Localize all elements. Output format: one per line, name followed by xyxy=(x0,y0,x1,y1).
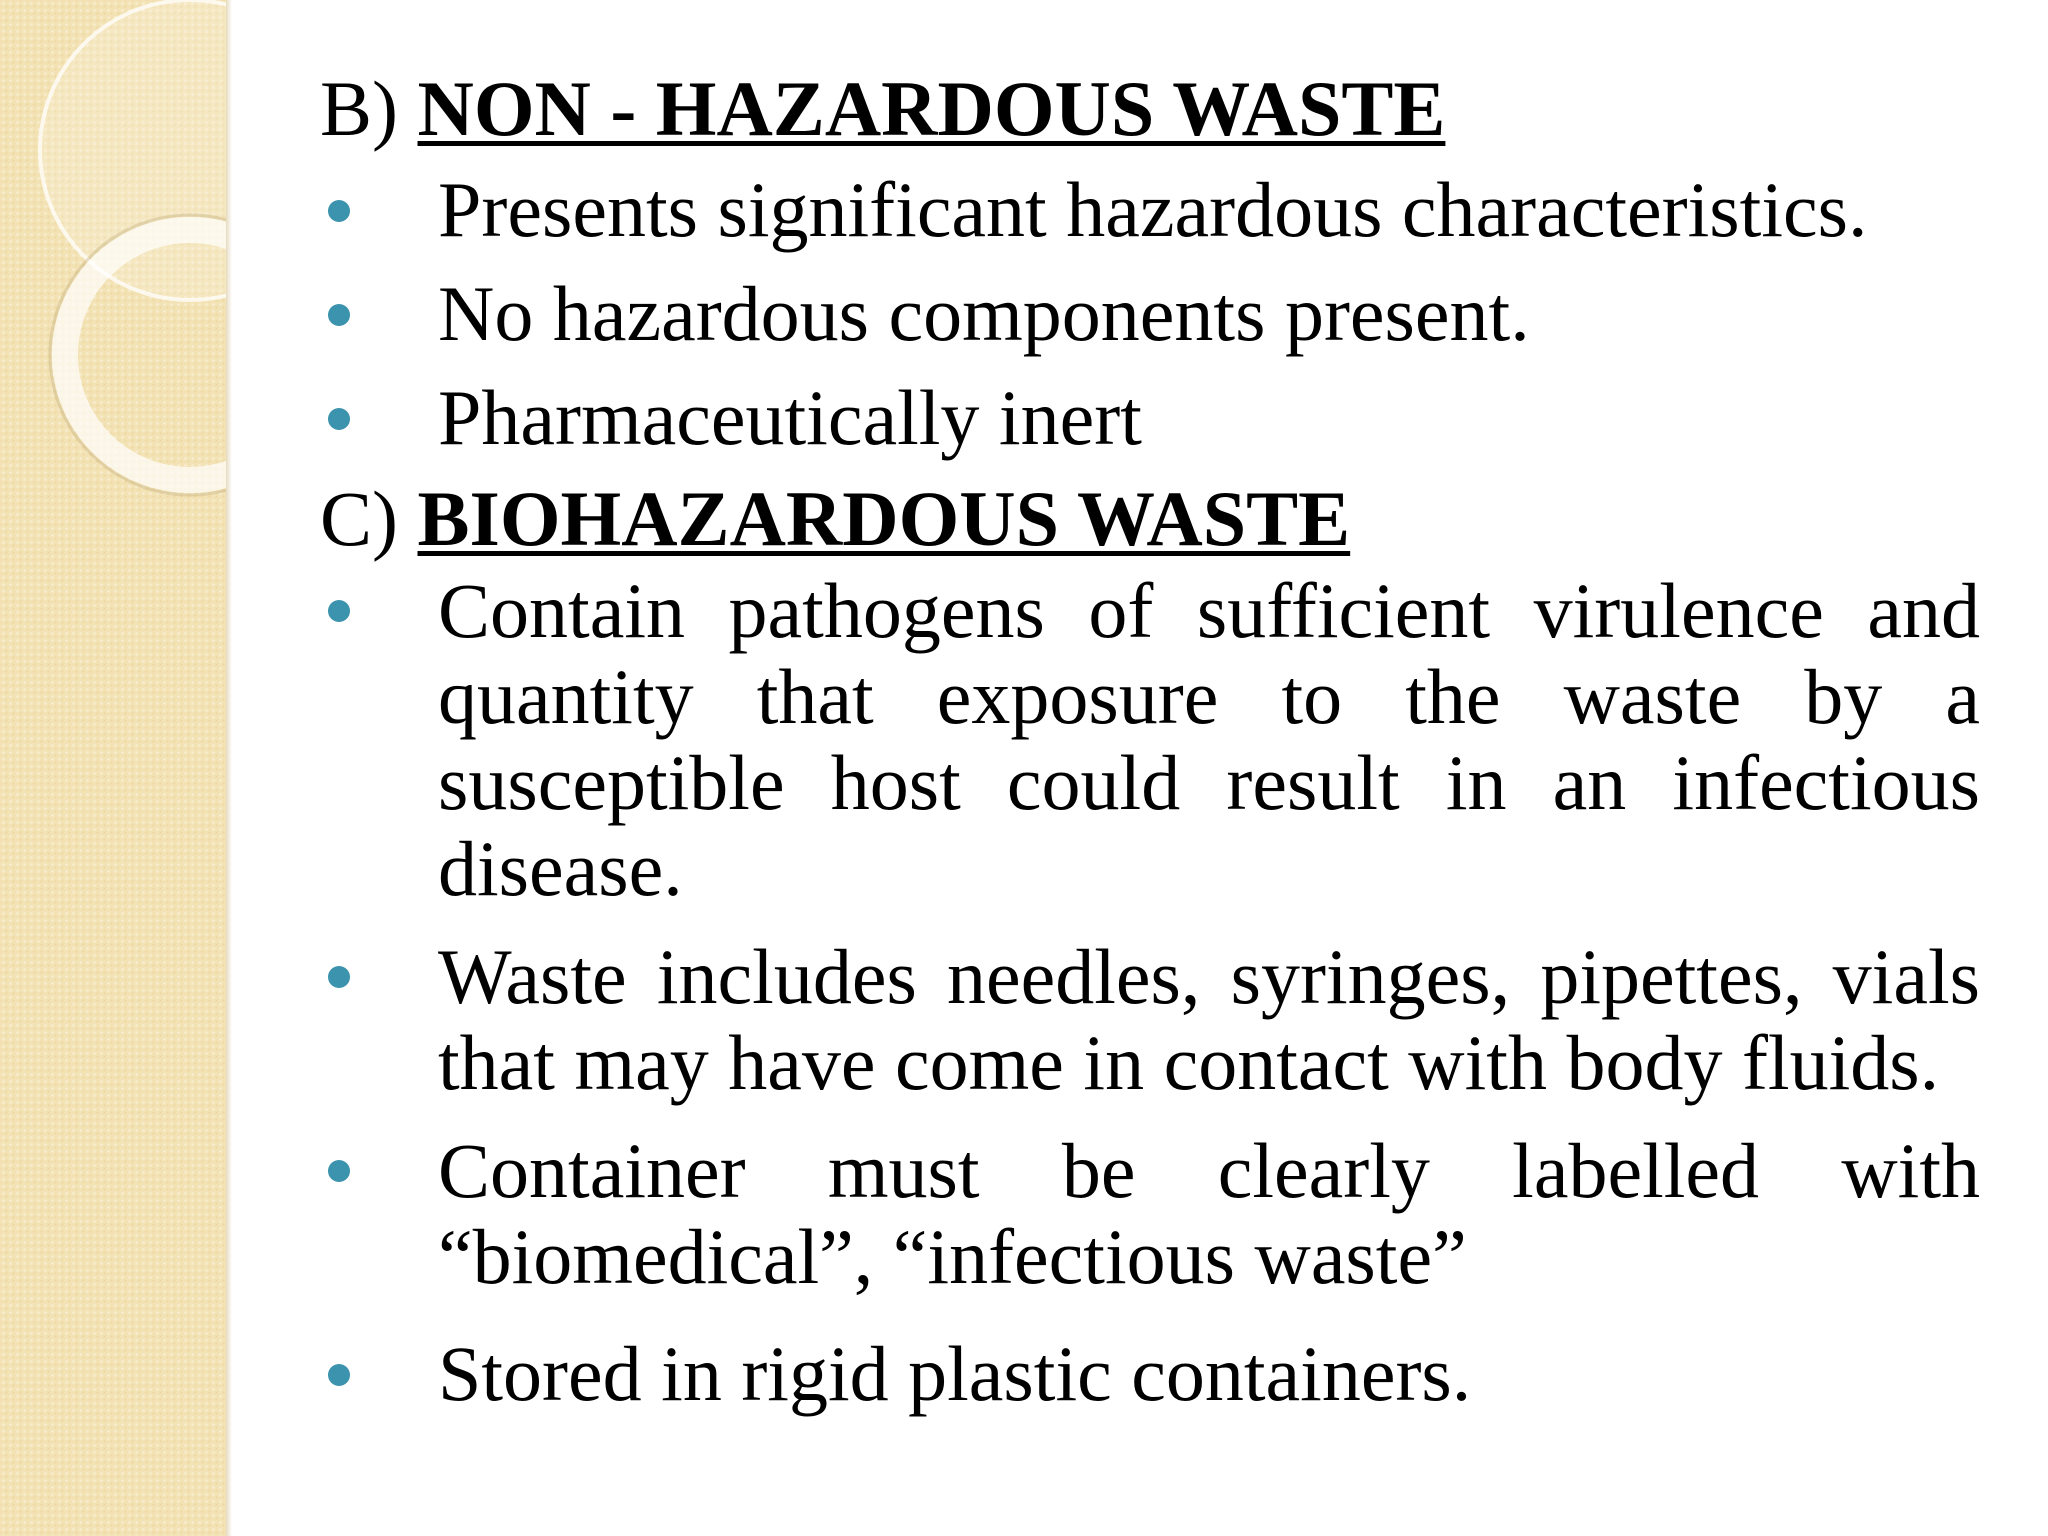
decorative-sidebar xyxy=(0,0,226,1536)
list-item xyxy=(320,366,1980,470)
section-c-prefix: C) xyxy=(320,475,398,562)
section-b-heading xyxy=(320,60,1980,158)
list-item xyxy=(320,1322,1980,1426)
list-item-text: Pharmaceutically inert xyxy=(438,374,1142,461)
list-item-text: No hazardous components present. xyxy=(438,270,1530,357)
list-item-text: Stored in rigid plastic containers. xyxy=(438,1330,1472,1417)
list-item xyxy=(320,1128,1980,1300)
bullet-icon xyxy=(328,304,350,326)
bullet-icon xyxy=(328,600,350,622)
bullet-icon xyxy=(328,966,350,988)
list-item xyxy=(320,158,1980,262)
sidebar-edge xyxy=(226,0,232,1536)
list-item-text: Presents significant hazardous characteristics. xyxy=(438,166,1868,253)
list-item-text: Waste includes needles, syringes, pipettes, vials that may have come in contact with body fluids. xyxy=(438,933,1980,1106)
slide-content xyxy=(320,60,1980,1426)
list-item xyxy=(320,568,1980,912)
decorative-rings-icon xyxy=(0,0,226,1536)
bullet-icon xyxy=(328,408,350,430)
list-item-text: Container must be clearly labelled with “biomedical”, “infectious waste” xyxy=(438,1127,1980,1300)
section-b-prefix: B) xyxy=(320,65,398,152)
list-item xyxy=(320,262,1980,366)
list-item-text: Contain pathogens of sufficient virulence and quantity that exposure to the waste by a susceptible host could result in an infectious disease. xyxy=(438,567,1980,912)
section-c-heading xyxy=(320,470,1980,568)
section-c-title: BIOHAZARDOUS WASTE xyxy=(417,475,1351,562)
section-b-title: NON - HAZARDOUS WASTE xyxy=(417,65,1446,152)
list-item xyxy=(320,934,1980,1106)
bullet-icon xyxy=(328,200,350,222)
bullet-icon xyxy=(328,1364,350,1386)
bullet-icon xyxy=(328,1160,350,1182)
